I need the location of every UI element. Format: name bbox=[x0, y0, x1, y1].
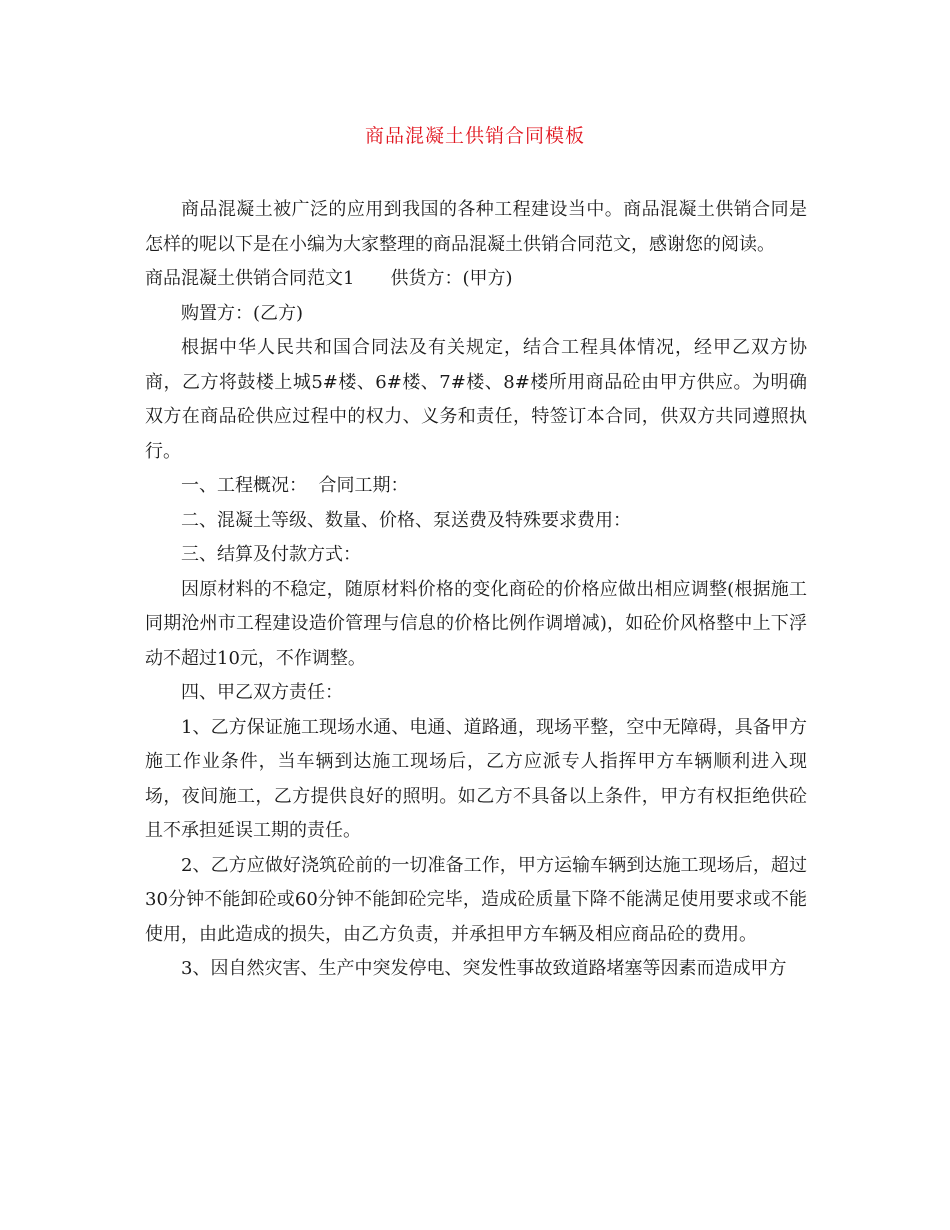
document-title: 商品混凝土供销合同模板 bbox=[364, 125, 585, 147]
section-3-paragraph: 因原材料的不稳定，随原材料价格的变化商砼的价格应做出相应调整(根据施工同期沧州市工程建设造价管理与信息的价格比例作调增减)，如砼价风格整中上下浮动不超过10元，不作调整。 bbox=[145, 578, 807, 669]
section-1-heading: 一、工程概况： 合同工期： bbox=[181, 475, 409, 496]
section-3-heading: 三、结算及付款方式： bbox=[181, 544, 361, 565]
clause-2-paragraph: 2、乙方应做好浇筑砼前的一切准备工作，甲方运输车辆到达施工现场后，超过30分钟不能卸砼或60分钟不能卸砼完毕，造成砼质量下降不能满足使用要求或不能使用，由此造成的损失，由乙方负责，并承担甲方车辆及相应商品砼的费用。 bbox=[145, 854, 807, 945]
document-body bbox=[145, 193, 807, 987]
buyer-label: 购置方：(乙方) bbox=[181, 302, 304, 324]
supplier-label: 供货方：(甲方) bbox=[390, 268, 513, 289]
preamble-paragraph: 根据中华人民共和国合同法及有关规定，结合工程具体情况，经甲乙双方协商，乙方将鼓楼上城5#楼、6#楼、7#楼、8#楼所用商品砼由甲方供应。为明确双方在商品砼供应过程中的权力、义务和责任，特签订本合同，供双方共同遵照执行。 bbox=[145, 337, 807, 462]
clause-3-paragraph: 3、因自然灾害、生产中突发停电、突发性事故致道路堵塞等因素而造成甲方 bbox=[181, 958, 787, 979]
sample-heading: 商品混凝土供销合同范文1 bbox=[145, 268, 355, 289]
intro-paragraph: 商品混凝土被广泛的应用到我国的各种工程建设当中。商品混凝土供销合同是怎样的呢以下是在小编为大家整理的商品混凝土供销合同范文，感谢您的阅读。 bbox=[145, 199, 807, 255]
sample-heading-line bbox=[145, 262, 807, 297]
section-4-heading: 四、甲乙双方责任： bbox=[181, 682, 343, 703]
section-2-heading: 二、混凝土等级、数量、价格、泵送费及特殊要求费用： bbox=[181, 509, 631, 531]
clause-1-paragraph: 1、乙方保证施工现场水通、电通、道路通，现场平整，空中无障碍，具备甲方施工作业条件，当车辆到达施工现场后，乙方应派专人指挥甲方车辆顺利进入现场，夜间施工，乙方提供良好的照明。如乙方不具备以上条件，甲方有权拒绝供砼且不承担延误工期的责任。 bbox=[145, 716, 807, 841]
